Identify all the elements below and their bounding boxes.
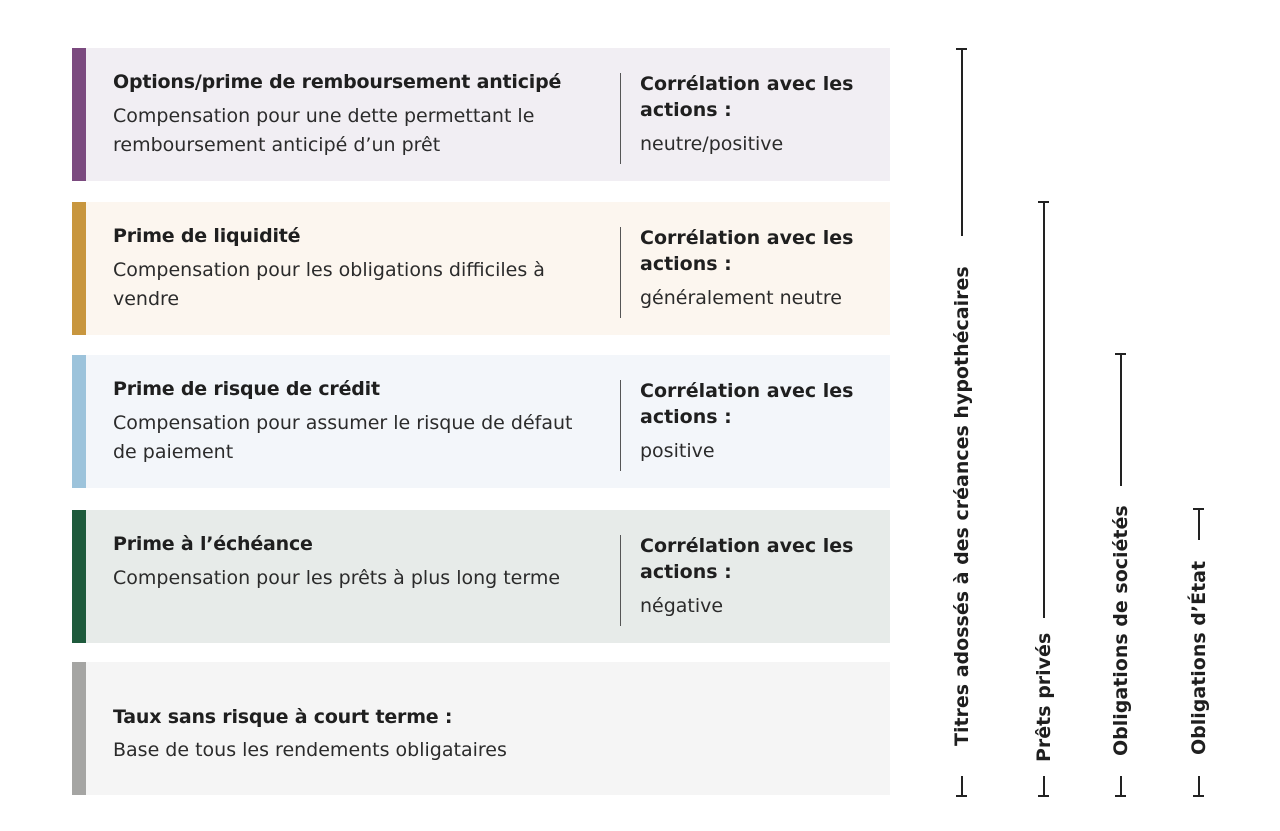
scale-cap-bottom	[1038, 795, 1049, 797]
row-description: Compensation pour assumer le risque de défaut de paiement	[113, 412, 573, 463]
premium-row-risk-free-rate	[72, 662, 890, 795]
row-title: Options/prime de remboursement anticipé	[113, 71, 562, 93]
scale-cap-bottom	[1115, 795, 1126, 797]
premium-row-liquidity	[72, 202, 890, 335]
correlation-value: généralement neutre	[640, 287, 842, 309]
row-description: Compensation pour les prêts à plus long terme	[113, 567, 561, 589]
row-title: Prime de liquidité	[113, 225, 301, 247]
row-accent-bar	[72, 202, 86, 335]
scale-label: Prêts privés	[1030, 618, 1058, 776]
scale-cap-top	[1038, 201, 1049, 203]
scale-label: Titres adossés à des créances hypothécaires	[948, 236, 976, 776]
row-divider	[620, 380, 621, 471]
correlation-label: Corrélation avec les actions :	[640, 73, 854, 121]
premium-row-prepayment	[72, 48, 890, 181]
row-accent-bar	[72, 510, 86, 643]
premium-row-maturity	[72, 510, 890, 643]
correlation-label: Corrélation avec les actions :	[640, 380, 854, 428]
correlation-value: négative	[640, 595, 724, 617]
scale-label: Obligations de sociétés	[1107, 486, 1135, 776]
scale-cap-top	[956, 48, 967, 50]
row-description: Base de tous les rendements obligataires	[113, 739, 507, 761]
row-divider	[620, 227, 621, 318]
row-accent-bar	[72, 48, 86, 181]
correlation-label: Corrélation avec les actions :	[640, 227, 854, 275]
scale-cap-top	[1115, 353, 1126, 355]
row-title: Prime de risque de crédit	[113, 378, 380, 400]
scale-cap-top	[1193, 508, 1204, 510]
scale-cap-bottom	[956, 795, 967, 797]
row-accent-bar	[72, 662, 86, 795]
row-description: Compensation pour les obligations difficiles à vendre	[113, 259, 545, 310]
correlation-value: positive	[640, 440, 715, 462]
row-title: Taux sans risque à court terme :	[113, 706, 453, 728]
row-accent-bar	[72, 355, 86, 488]
row-title: Prime à l’échéance	[113, 533, 313, 555]
row-divider	[620, 73, 621, 164]
correlation-label: Corrélation avec les actions :	[640, 535, 854, 583]
row-description: Compensation pour une dette permettant le remboursement anticipé d’un prêt	[113, 105, 535, 156]
premium-row-credit-risk	[72, 355, 890, 488]
correlation-value: neutre/positive	[640, 133, 784, 155]
scale-label: Obligations d’État	[1185, 540, 1213, 776]
row-divider	[620, 535, 621, 626]
scale-cap-bottom	[1193, 795, 1204, 797]
